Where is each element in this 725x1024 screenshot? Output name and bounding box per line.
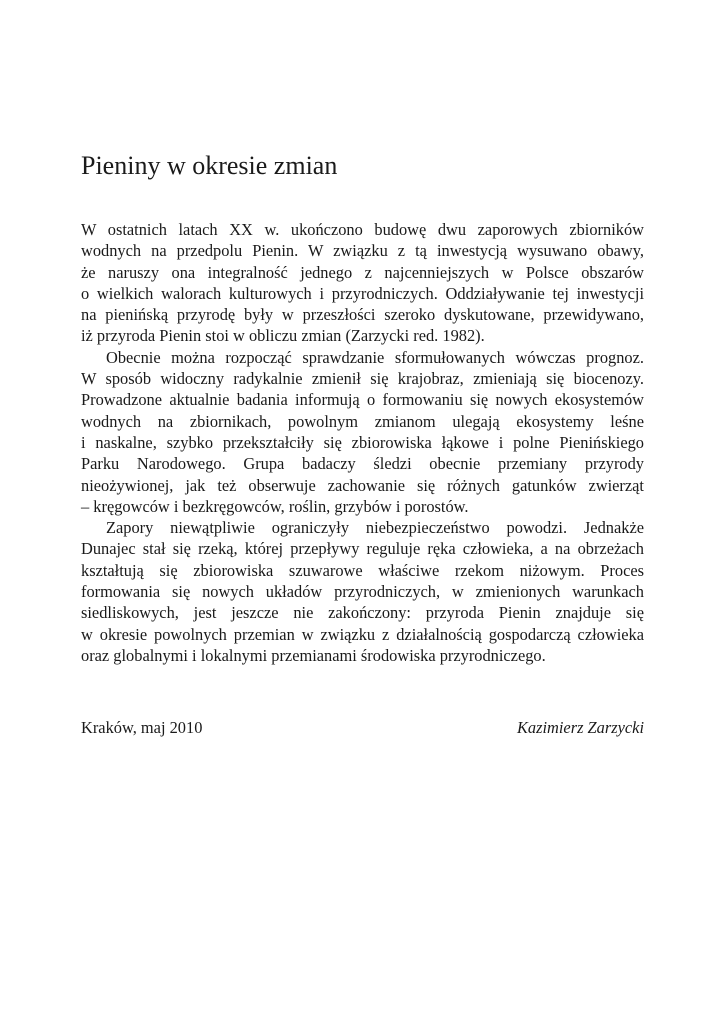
paragraph-3-line: Zapory niewątpliwie ograniczyły niebezpieczeństwo powodzi. Jednakże bbox=[106, 518, 644, 538]
paragraph-2-line: i naskalne, szybko przekształciły się zbiorowiska łąkowe i polne Pienińskiego bbox=[81, 432, 644, 452]
paragraph-1-line: na pienińską przyrodę były w przeszłości szeroko dyskutowane, przewidywano, bbox=[81, 305, 644, 325]
paragraph-2-line: wodnych na zbiornikach, powolnym zmianom ulegają ekosystemy leśne bbox=[81, 411, 644, 431]
paragraph-3-line: w okresie powolnych przemian w związku z działalnością gospodarczą człowieka bbox=[81, 624, 644, 644]
paragraph-2-line: Prowadzone aktualnie badania informują o formowaniu się nowych ekosystemów bbox=[81, 390, 644, 410]
paragraph-3-line: siedliskowych, jest jeszcze nie zakończony: przyroda Pienin znajduje się bbox=[81, 603, 644, 623]
place-and-date: Kraków, maj 2010 bbox=[81, 718, 203, 737]
signature-footer bbox=[81, 717, 644, 739]
paragraph-3-line: Dunajec stał się rzeką, której przepływy reguluje ręka człowieka, a na obrzeżach bbox=[81, 539, 644, 559]
paragraph-1-line: że naruszy ona integralność jednego z najcenniejszych w Polsce obszarów bbox=[81, 262, 644, 282]
paragraph-2-line: Parku Narodowego. Grupa badaczy śledzi obecnie przemiany przyrody bbox=[81, 454, 644, 474]
paragraph-2-line: Obecnie można rozpocząć sprawdzanie sformułowanych wówczas prognoz. bbox=[106, 347, 644, 367]
paragraph-1-line: iż przyroda Pienin stoi w obliczu zmian (Zarzycki red. 1982). bbox=[81, 326, 485, 346]
paragraph-2-line: nieożywionej, jak też obserwuje zachowanie się różnych gatunków zwierząt bbox=[81, 475, 644, 495]
page-title: Pieniny w okresie zmian bbox=[81, 151, 338, 180]
paragraph-3-line: formowania się nowych układów przyrodniczych, w zmienionych warunkach bbox=[81, 582, 644, 602]
paragraph-1-line: W ostatnich latach XX w. ukończono budowę dwu zaporowych zbiorników bbox=[81, 220, 644, 239]
paragraph-1-line: wodnych na przedpolu Pienin. W związku z tą inwestycją wysuwano obawy, bbox=[81, 241, 644, 261]
paragraph-3-line: kształtują się zbiorowiska szuwarowe właściwe rzekom niżowym. Proces bbox=[81, 560, 644, 580]
paragraph-3-line: oraz globalnymi i lokalnymi przemianami środowiska przyrodniczego. bbox=[81, 645, 546, 665]
paragraph-2-line: – kręgowców i bezkręgowców, roślin, grzybów i porostów. bbox=[81, 496, 469, 516]
author-name: Kazimierz Zarzycki bbox=[516, 718, 644, 737]
body-text bbox=[81, 219, 644, 666]
paragraph-2-line: W sposób widoczny radykalnie zmienił się krajobraz, zmieniają się biocenozy. bbox=[81, 369, 644, 389]
paragraph-1-line: o wielkich walorach kulturowych i przyrodniczych. Oddziaływanie tej inwestycji bbox=[81, 283, 644, 303]
